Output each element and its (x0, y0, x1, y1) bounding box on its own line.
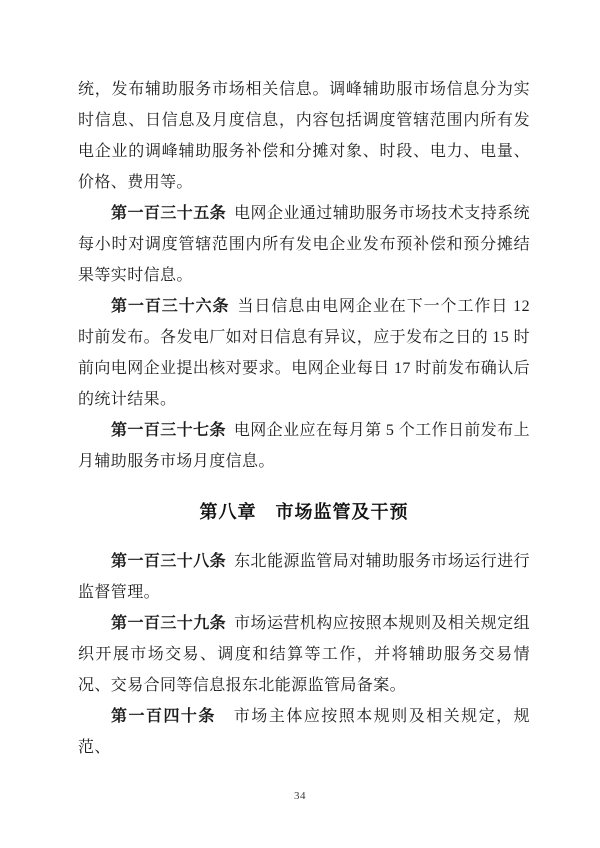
chapter-heading: 第八章 市场监管及干预 (199, 502, 409, 522)
article-paragraph-135 (78, 198, 530, 291)
article-text-139: 市场运营机构应按照本规则及相关规定组织开展市场交易、调度和结算等工作，并将辅助服务交易情况、交易合同等信息报东北能源监管局备案。 (78, 615, 530, 694)
article-number-139: 第一百三十九条 (111, 615, 227, 632)
article-text-137: 电网企业应在每月第 5 个工作日前发布上月辅助服务市场月度信息。 (78, 422, 530, 470)
article-number-135: 第一百三十五条 (111, 205, 227, 222)
article-paragraph-137 (78, 415, 530, 477)
page-footer (0, 786, 600, 804)
article-text-136: 当日信息由电网企业在下一个工作日 12 时前发布。各发电厂如对日信息有异议，应于发布之日的 15 时前向电网企业提出核对要求。电网企业每日 17 时前发布确认后的统计结果。 (78, 298, 531, 408)
article-text-140: 市场主体应按照本规则及相关规定，规范、 (78, 708, 530, 756)
article-paragraph-139 (78, 608, 530, 701)
article-number-140: 第一百四十条 (111, 708, 216, 725)
article-paragraph-136 (78, 291, 530, 415)
article-text-135: 电网企业通过辅助服务市场技术支持系统每小时对调度管辖范围内所有发电企业发布预补偿和预分摊结果等实时信息。 (78, 205, 530, 284)
article-text-138: 东北能源监管局对辅助服务市场运行进行监督管理。 (78, 553, 530, 601)
article-paragraph-138 (78, 546, 530, 608)
article-number-136: 第一百三十六条 (111, 298, 230, 315)
article-number-137: 第一百三十七条 (111, 422, 226, 439)
page-number: 34 (294, 790, 306, 802)
article-number-138: 第一百三十八条 (111, 553, 227, 570)
body-paragraph-continuation: 统，发布辅助服务市场相关信息。调峰辅助服市场信息分为实时信息、日信息及月度信息，内容包括调度管辖范围内所有发电企业的调峰辅助服务补偿和分摊对象、时段、电力、电量、价格、费用等。 (78, 81, 530, 191)
article-paragraph-140 (78, 701, 530, 763)
